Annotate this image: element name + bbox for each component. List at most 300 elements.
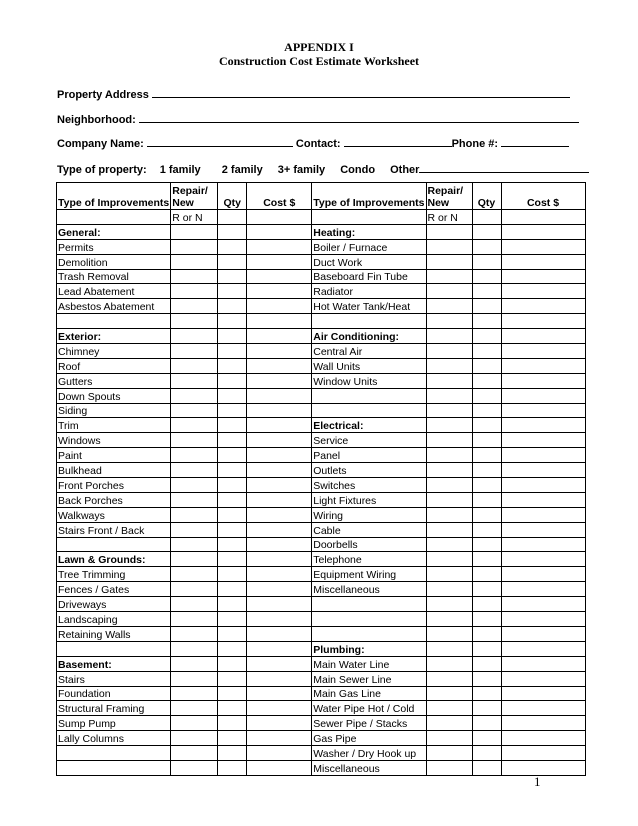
right-repair-new-cell[interactable] [426, 656, 472, 671]
right-cost-cell[interactable] [501, 537, 585, 552]
left-qty-cell[interactable] [218, 656, 247, 671]
right-qty-cell[interactable] [472, 522, 501, 537]
right-qty-cell[interactable] [472, 507, 501, 522]
table-row [57, 433, 586, 448]
right-repair-new-cell[interactable] [426, 582, 472, 597]
left-improvement-cell: General: [57, 224, 171, 239]
left-repair-new-cell[interactable] [171, 373, 218, 388]
right-cost-cell[interactable] [501, 671, 585, 686]
left-qty-cell[interactable] [218, 701, 247, 716]
left-qty-cell[interactable] [218, 612, 247, 627]
right-qty-cell[interactable] [472, 433, 501, 448]
right-qty-cell[interactable] [472, 567, 501, 582]
right-cost-cell[interactable] [501, 492, 585, 507]
left-qty-cell[interactable] [218, 224, 247, 239]
left-cost-cell[interactable] [247, 239, 312, 254]
right-cost-cell[interactable] [501, 239, 585, 254]
left-cost-cell[interactable] [247, 388, 312, 403]
option-3plus-family[interactable]: 3+ family [277, 164, 326, 176]
right-qty-cell[interactable] [472, 269, 501, 284]
left-repair-new-cell[interactable] [171, 239, 218, 254]
left-qty-cell[interactable] [218, 492, 247, 507]
left-repair-new-cell[interactable] [171, 626, 218, 641]
left-qty-cell[interactable] [218, 448, 247, 463]
left-repair-new-cell[interactable] [171, 403, 218, 418]
right-qty-cell[interactable] [472, 597, 501, 612]
subheader-qty-blank-right [472, 210, 501, 225]
contact-field[interactable] [344, 135, 452, 147]
left-improvement-cell [57, 746, 171, 761]
right-qty-cell[interactable] [472, 701, 501, 716]
right-cost-cell[interactable] [501, 299, 585, 314]
right-improvement-cell: Plumbing: [312, 641, 426, 656]
right-repair-new-cell[interactable] [426, 373, 472, 388]
right-improvement-cell: Main Water Line [312, 656, 426, 671]
left-improvement-cell: Foundation [57, 686, 171, 701]
left-repair-new-cell[interactable] [171, 329, 218, 344]
left-cost-cell[interactable] [247, 537, 312, 552]
right-repair-new-cell[interactable] [426, 612, 472, 627]
left-cost-cell[interactable] [247, 552, 312, 567]
table-row [57, 537, 586, 552]
left-repair-new-cell[interactable] [171, 760, 218, 775]
right-cost-cell[interactable] [501, 269, 585, 284]
table-row [57, 597, 586, 612]
left-cost-cell[interactable] [247, 671, 312, 686]
left-cost-cell[interactable] [247, 686, 312, 701]
left-repair-new-cell[interactable] [171, 344, 218, 359]
left-repair-new-cell[interactable] [171, 641, 218, 656]
header-type-left: Type of Improvements [57, 183, 171, 210]
right-cost-cell[interactable] [501, 373, 585, 388]
right-cost-cell[interactable] [501, 597, 585, 612]
right-qty-cell[interactable] [472, 716, 501, 731]
left-improvement-cell: Down Spouts [57, 388, 171, 403]
left-repair-new-cell[interactable] [171, 284, 218, 299]
left-qty-cell[interactable] [218, 567, 247, 582]
right-cost-cell[interactable] [501, 760, 585, 775]
right-improvement-cell: Main Gas Line [312, 686, 426, 701]
right-improvement-cell: Wall Units [312, 358, 426, 373]
table-row [57, 448, 586, 463]
other-field[interactable] [419, 161, 589, 173]
left-cost-cell[interactable] [247, 582, 312, 597]
right-repair-new-cell[interactable] [426, 224, 472, 239]
right-cost-cell[interactable] [501, 463, 585, 478]
left-repair-new-cell[interactable] [171, 418, 218, 433]
left-improvement-cell: Fences / Gates [57, 582, 171, 597]
right-qty-cell[interactable] [472, 358, 501, 373]
right-cost-cell[interactable] [501, 329, 585, 344]
left-cost-cell[interactable] [247, 463, 312, 478]
left-cost-cell[interactable] [247, 612, 312, 627]
left-improvement-cell: Tree Trimming [57, 567, 171, 582]
left-repair-new-cell[interactable] [171, 522, 218, 537]
right-cost-cell[interactable] [501, 612, 585, 627]
left-repair-new-cell[interactable] [171, 731, 218, 746]
left-qty-cell[interactable] [218, 507, 247, 522]
right-qty-cell[interactable] [472, 448, 501, 463]
left-qty-cell[interactable] [218, 671, 247, 686]
left-qty-cell[interactable] [218, 284, 247, 299]
right-cost-cell[interactable] [501, 731, 585, 746]
right-improvement-cell: Doorbells [312, 537, 426, 552]
left-cost-cell[interactable] [247, 478, 312, 493]
left-qty-cell[interactable] [218, 373, 247, 388]
right-qty-cell[interactable] [472, 746, 501, 761]
cost-estimate-table [56, 182, 586, 776]
right-cost-cell[interactable] [501, 388, 585, 403]
left-qty-cell[interactable] [218, 686, 247, 701]
left-cost-cell[interactable] [247, 597, 312, 612]
right-cost-cell[interactable] [501, 582, 585, 597]
table-row [57, 686, 586, 701]
left-cost-cell[interactable] [247, 701, 312, 716]
right-qty-cell[interactable] [472, 686, 501, 701]
left-cost-cell[interactable] [247, 731, 312, 746]
left-qty-cell[interactable] [218, 388, 247, 403]
left-cost-cell[interactable] [247, 567, 312, 582]
left-repair-new-cell[interactable] [171, 597, 218, 612]
right-qty-cell[interactable] [472, 552, 501, 567]
right-cost-cell[interactable] [501, 403, 585, 418]
left-cost-cell[interactable] [247, 746, 312, 761]
header-repair-right: Repair/ [427, 185, 464, 197]
left-qty-cell[interactable] [218, 731, 247, 746]
left-cost-cell[interactable] [247, 269, 312, 284]
company-name-label: Company Name: [57, 138, 144, 150]
left-qty-cell[interactable] [218, 597, 247, 612]
left-repair-new-cell[interactable] [171, 254, 218, 269]
right-repair-new-cell[interactable] [426, 701, 472, 716]
left-improvement-cell: Stairs Front / Back [57, 522, 171, 537]
left-repair-new-cell[interactable] [171, 269, 218, 284]
left-repair-new-cell[interactable] [171, 746, 218, 761]
right-cost-cell[interactable] [501, 641, 585, 656]
table-row [57, 612, 586, 627]
right-qty-cell[interactable] [472, 403, 501, 418]
left-cost-cell[interactable] [247, 373, 312, 388]
right-repair-new-cell[interactable] [426, 284, 472, 299]
right-repair-new-cell[interactable] [426, 418, 472, 433]
left-cost-cell[interactable] [247, 626, 312, 641]
right-repair-new-cell[interactable] [426, 641, 472, 656]
right-repair-new-cell[interactable] [426, 686, 472, 701]
company-name-field[interactable] [147, 135, 293, 147]
left-repair-new-cell[interactable] [171, 433, 218, 448]
contact-label: Contact: [295, 138, 341, 150]
right-improvement-cell [312, 612, 426, 627]
right-repair-new-cell[interactable] [426, 597, 472, 612]
left-cost-cell[interactable] [247, 656, 312, 671]
table-row [57, 284, 586, 299]
right-repair-new-cell[interactable] [426, 522, 472, 537]
left-qty-cell[interactable] [218, 358, 247, 373]
left-qty-cell[interactable] [218, 641, 247, 656]
left-qty-cell[interactable] [218, 403, 247, 418]
left-repair-new-cell[interactable] [171, 567, 218, 582]
right-qty-cell[interactable] [472, 373, 501, 388]
right-improvement-cell [312, 314, 426, 329]
left-qty-cell[interactable] [218, 269, 247, 284]
left-improvement-cell [57, 760, 171, 775]
left-cost-cell[interactable] [247, 418, 312, 433]
left-qty-cell[interactable] [218, 239, 247, 254]
right-improvement-cell: Baseboard Fin Tube [312, 269, 426, 284]
left-qty-cell[interactable] [218, 314, 247, 329]
right-cost-cell[interactable] [501, 433, 585, 448]
option-condo[interactable]: Condo [340, 164, 376, 176]
right-repair-new-cell[interactable] [426, 507, 472, 522]
right-repair-new-cell[interactable] [426, 552, 472, 567]
left-improvement-cell: Paint [57, 448, 171, 463]
neighborhood-field[interactable] [139, 111, 579, 123]
header-repair-left: Repair/ [172, 185, 208, 197]
right-qty-cell[interactable] [472, 224, 501, 239]
right-cost-cell[interactable] [501, 567, 585, 582]
left-qty-cell[interactable] [218, 299, 247, 314]
right-repair-new-cell[interactable] [426, 299, 472, 314]
right-qty-cell[interactable] [472, 478, 501, 493]
right-cost-cell[interactable] [501, 418, 585, 433]
left-repair-new-cell[interactable] [171, 224, 218, 239]
right-repair-new-cell[interactable] [426, 254, 472, 269]
right-repair-new-cell[interactable] [426, 760, 472, 775]
table-row [57, 507, 586, 522]
left-cost-cell[interactable] [247, 448, 312, 463]
header-repair-new-left [171, 183, 218, 210]
right-repair-new-cell[interactable] [426, 433, 472, 448]
right-cost-cell[interactable] [501, 344, 585, 359]
right-cost-cell[interactable] [501, 314, 585, 329]
right-cost-cell[interactable] [501, 448, 585, 463]
left-qty-cell[interactable] [218, 344, 247, 359]
left-qty-cell[interactable] [218, 716, 247, 731]
table-row [57, 299, 586, 314]
left-cost-cell[interactable] [247, 641, 312, 656]
right-qty-cell[interactable] [472, 239, 501, 254]
property-address-label: Property Address [57, 89, 149, 101]
right-improvement-cell: Main Sewer Line [312, 671, 426, 686]
table-row [57, 463, 586, 478]
right-qty-cell[interactable] [472, 463, 501, 478]
right-cost-cell[interactable] [501, 656, 585, 671]
right-qty-cell[interactable] [472, 760, 501, 775]
right-repair-new-cell[interactable] [426, 329, 472, 344]
left-repair-new-cell[interactable] [171, 463, 218, 478]
left-qty-cell[interactable] [218, 760, 247, 775]
left-repair-new-cell[interactable] [171, 582, 218, 597]
right-cost-cell[interactable] [501, 701, 585, 716]
left-qty-cell[interactable] [218, 433, 247, 448]
option-other[interactable]: Other [390, 164, 420, 176]
left-qty-cell[interactable] [218, 582, 247, 597]
right-qty-cell[interactable] [472, 299, 501, 314]
right-repair-new-cell[interactable] [426, 537, 472, 552]
right-cost-cell[interactable] [501, 507, 585, 522]
left-improvement-cell: Stairs [57, 671, 171, 686]
right-repair-new-cell[interactable] [426, 716, 472, 731]
property-address-field[interactable] [152, 86, 570, 98]
left-qty-cell[interactable] [218, 418, 247, 433]
table-row [57, 358, 586, 373]
right-improvement-cell: Miscellaneous [312, 582, 426, 597]
right-cost-cell[interactable] [501, 254, 585, 269]
right-cost-cell[interactable] [501, 358, 585, 373]
right-repair-new-cell[interactable] [426, 239, 472, 254]
right-repair-new-cell[interactable] [426, 463, 472, 478]
right-improvement-cell [312, 597, 426, 612]
table-row [57, 492, 586, 507]
right-repair-new-cell[interactable] [426, 492, 472, 507]
right-repair-new-cell[interactable] [426, 567, 472, 582]
right-repair-new-cell[interactable] [426, 388, 472, 403]
right-repair-new-cell[interactable] [426, 478, 472, 493]
left-cost-cell[interactable] [247, 433, 312, 448]
phone-field[interactable] [501, 135, 569, 147]
right-qty-cell[interactable] [472, 582, 501, 597]
left-repair-new-cell[interactable] [171, 552, 218, 567]
right-qty-cell[interactable] [472, 314, 501, 329]
right-qty-cell[interactable] [472, 641, 501, 656]
option-2-family[interactable]: 2 family [221, 164, 263, 176]
page-subtitle: Construction Cost Estimate Worksheet [218, 54, 420, 68]
left-repair-new-cell[interactable] [171, 448, 218, 463]
left-repair-new-cell[interactable] [171, 686, 218, 701]
left-cost-cell[interactable] [247, 344, 312, 359]
right-qty-cell[interactable] [472, 612, 501, 627]
left-repair-new-cell[interactable] [171, 314, 218, 329]
header-cost-left: Cost $ [247, 183, 312, 210]
left-cost-cell[interactable] [247, 284, 312, 299]
right-qty-cell[interactable] [472, 254, 501, 269]
option-1-family[interactable]: 1 family [159, 164, 201, 176]
right-qty-cell[interactable] [472, 731, 501, 746]
right-cost-cell[interactable] [501, 686, 585, 701]
left-improvement-cell [57, 641, 171, 656]
left-improvement-cell: Basement: [57, 656, 171, 671]
right-improvement-cell: Duct Work [312, 254, 426, 269]
left-qty-cell[interactable] [218, 522, 247, 537]
subheader-blank-right [312, 210, 426, 225]
left-qty-cell[interactable] [218, 552, 247, 567]
right-cost-cell[interactable] [501, 478, 585, 493]
left-qty-cell[interactable] [218, 626, 247, 641]
left-cost-cell[interactable] [247, 254, 312, 269]
left-repair-new-cell[interactable] [171, 671, 218, 686]
right-cost-cell[interactable] [501, 716, 585, 731]
right-improvement-cell: Boiler / Furnace [312, 239, 426, 254]
right-qty-cell[interactable] [472, 537, 501, 552]
right-qty-cell[interactable] [472, 284, 501, 299]
right-qty-cell[interactable] [472, 344, 501, 359]
left-improvement-cell: Roof [57, 358, 171, 373]
table-row [57, 716, 586, 731]
left-qty-cell[interactable] [218, 254, 247, 269]
right-qty-cell[interactable] [472, 329, 501, 344]
subheader-blank-left [57, 210, 171, 225]
right-qty-cell[interactable] [472, 671, 501, 686]
right-improvement-cell: Wiring [312, 507, 426, 522]
right-improvement-cell: Panel [312, 448, 426, 463]
table-row [57, 656, 586, 671]
phone-label: Phone #: [451, 138, 499, 150]
right-improvement-cell: Electrical: [312, 418, 426, 433]
left-repair-new-cell[interactable] [171, 507, 218, 522]
left-repair-new-cell[interactable] [171, 537, 218, 552]
left-repair-new-cell[interactable] [171, 612, 218, 627]
left-cost-cell[interactable] [247, 314, 312, 329]
left-cost-cell[interactable] [247, 760, 312, 775]
right-cost-cell[interactable] [501, 284, 585, 299]
right-repair-new-cell[interactable] [426, 314, 472, 329]
right-repair-new-cell[interactable] [426, 344, 472, 359]
right-repair-new-cell[interactable] [426, 731, 472, 746]
right-qty-cell[interactable] [472, 492, 501, 507]
left-qty-cell[interactable] [218, 746, 247, 761]
left-cost-cell[interactable] [247, 403, 312, 418]
left-cost-cell[interactable] [247, 224, 312, 239]
property-address-line [57, 86, 570, 101]
right-cost-cell[interactable] [501, 224, 585, 239]
left-repair-new-cell[interactable] [171, 478, 218, 493]
left-repair-new-cell[interactable] [171, 492, 218, 507]
table-row [57, 671, 586, 686]
right-cost-cell[interactable] [501, 552, 585, 567]
left-repair-new-cell[interactable] [171, 701, 218, 716]
table-row [57, 582, 586, 597]
right-repair-new-cell[interactable] [426, 448, 472, 463]
left-repair-new-cell[interactable] [171, 716, 218, 731]
left-cost-cell[interactable] [247, 358, 312, 373]
right-cost-cell[interactable] [501, 746, 585, 761]
right-repair-new-cell[interactable] [426, 746, 472, 761]
right-improvement-cell: Telephone [312, 552, 426, 567]
right-cost-cell[interactable] [501, 626, 585, 641]
right-cost-cell[interactable] [501, 522, 585, 537]
right-repair-new-cell[interactable] [426, 269, 472, 284]
left-qty-cell[interactable] [218, 463, 247, 478]
right-qty-cell[interactable] [472, 418, 501, 433]
left-cost-cell[interactable] [247, 522, 312, 537]
table-row [57, 388, 586, 403]
right-qty-cell[interactable] [472, 626, 501, 641]
right-improvement-cell: Window Units [312, 373, 426, 388]
right-repair-new-cell[interactable] [426, 626, 472, 641]
left-qty-cell[interactable] [218, 329, 247, 344]
left-cost-cell[interactable] [247, 716, 312, 731]
left-qty-cell[interactable] [218, 537, 247, 552]
page-number: 1 [534, 774, 541, 789]
left-cost-cell[interactable] [247, 299, 312, 314]
left-repair-new-cell[interactable] [171, 299, 218, 314]
right-qty-cell[interactable] [472, 388, 501, 403]
left-improvement-cell: Gutters [57, 373, 171, 388]
right-repair-new-cell[interactable] [426, 358, 472, 373]
left-repair-new-cell[interactable] [171, 656, 218, 671]
right-repair-new-cell[interactable] [426, 403, 472, 418]
right-qty-cell[interactable] [472, 656, 501, 671]
left-qty-cell[interactable] [218, 478, 247, 493]
left-repair-new-cell[interactable] [171, 358, 218, 373]
left-cost-cell[interactable] [247, 492, 312, 507]
left-cost-cell[interactable] [247, 329, 312, 344]
left-cost-cell[interactable] [247, 507, 312, 522]
left-repair-new-cell[interactable] [171, 388, 218, 403]
right-improvement-cell: Gas Pipe [312, 731, 426, 746]
header-new-right: New [427, 197, 450, 209]
right-repair-new-cell[interactable] [426, 671, 472, 686]
